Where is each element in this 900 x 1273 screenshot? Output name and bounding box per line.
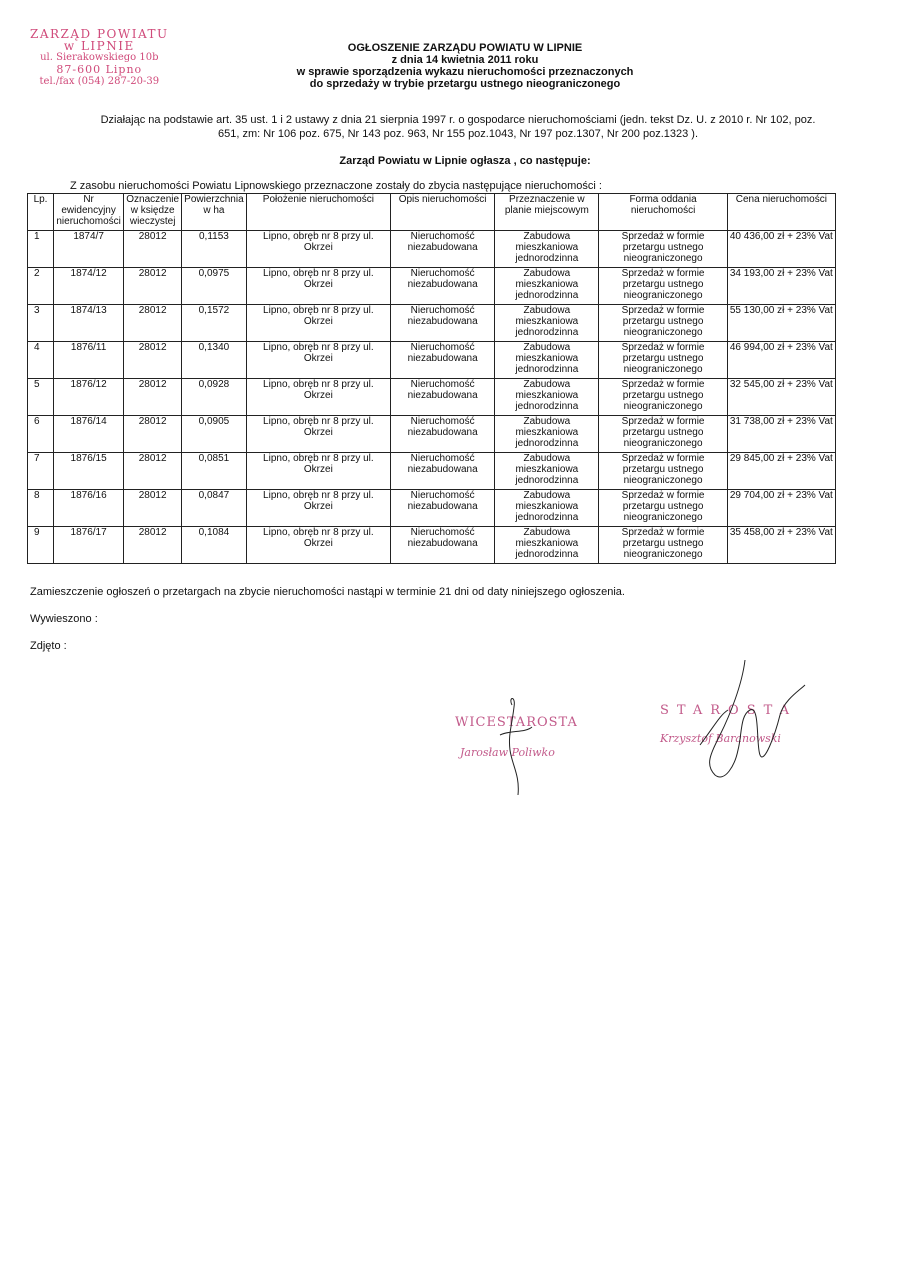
cell-price: 29 704,00 zł + 23% Vat [727,490,835,527]
cell-price: 46 994,00 zł + 23% Vat [727,342,835,379]
cell-nr: 1876/11 [54,342,124,379]
document-subject: w sprawie sporządzenia wykazu nieruchomości przeznaczonych [296,66,634,78]
cell-kw: 28012 [124,490,182,527]
deputy-name: Jarosław Poliwko [460,746,555,759]
cell-kw: 28012 [124,453,182,490]
deputy-title: WICESTAROSTA [455,715,578,730]
cell-price: 35 458,00 zł + 23% Vat [727,527,835,564]
starost-signature-icon [680,655,810,805]
cell-kw: 28012 [124,342,182,379]
cell-nr: 1874/13 [54,305,124,342]
cell-price: 29 845,00 zł + 23% Vat [727,453,835,490]
cell-lp: 1 [28,231,54,268]
cell-lp: 7 [28,453,54,490]
cell-lp: 9 [28,527,54,564]
cell-lp: 2 [28,268,54,305]
cell-lp: 8 [28,490,54,527]
cell-desc: Nieruchomość niezabudowana [391,416,495,453]
legal-basis [58,113,858,141]
posted-label: Wywieszono : [30,613,98,625]
cell-purpose: Zabudowa mieszkaniowa jednorodzinna [495,268,599,305]
table-row [28,416,836,453]
cell-kw: 28012 [124,268,182,305]
cell-purpose: Zabudowa mieszkaniowa jednorodzinna [495,453,599,490]
cell-form: Sprzedaż w formie przetargu ustnego nieograniczonego [599,379,727,416]
cell-location: Lipno, obręb nr 8 przy ul. Okrzei [246,453,390,490]
header-purpose: Przeznaczenie w planie miejscowym [495,194,599,231]
cell-desc: Nieruchomość niezabudowana [391,527,495,564]
header-lp: Lp. [28,194,54,231]
header-form: Forma oddania nieruchomości [599,194,727,231]
cell-area: 0,0851 [182,453,247,490]
legal-basis-line: 651, zm: Nr 106 poz. 675, Nr 143 poz. 963, Nr 155 poz.1043, Nr 197 poz.1307, Nr 200 poz.1323 ). [217,128,698,140]
header-price: Cena nieruchomości [727,194,835,231]
cell-location: Lipno, obręb nr 8 przy ul. Okrzei [246,268,390,305]
cell-price: 55 130,00 zł + 23% Vat [727,305,835,342]
cell-nr: 1876/15 [54,453,124,490]
cell-nr: 1876/14 [54,416,124,453]
footer-notice: Zamieszczenie ogłoszeń o przetargach na zbycie nieruchomości nastąpi w terminie 21 dni od daty niniejszego ogłoszenia. [30,586,625,598]
table-row [28,490,836,527]
cell-form: Sprzedaż w formie przetargu ustnego nieograniczonego [599,342,727,379]
cell-kw: 28012 [124,305,182,342]
cell-location: Lipno, obręb nr 8 przy ul. Okrzei [246,379,390,416]
deputy-signature-icon [490,695,550,805]
cell-purpose: Zabudowa mieszkaniowa jednorodzinna [495,379,599,416]
cell-area: 0,0905 [182,416,247,453]
starost-name: Krzysztof Baranowski [660,732,781,745]
cell-form: Sprzedaż w formie przetargu ustnego nieograniczonego [599,453,727,490]
cell-desc: Nieruchomość niezabudowana [391,305,495,342]
cell-nr: 1876/17 [54,527,124,564]
cell-price: 31 738,00 zł + 23% Vat [727,416,835,453]
cell-form: Sprzedaż w formie przetargu ustnego nieograniczonego [599,305,727,342]
cell-purpose: Zabudowa mieszkaniowa jednorodzinna [495,231,599,268]
table-row [28,268,836,305]
table-header-row [28,194,836,231]
document-header [200,42,730,90]
cell-form: Sprzedaż w formie przetargu ustnego nieograniczonego [599,527,727,564]
cell-location: Lipno, obręb nr 8 przy ul. Okrzei [246,342,390,379]
office-stamp [30,28,169,88]
property-table [27,193,836,564]
table-row [28,453,836,490]
cell-area: 0,1084 [182,527,247,564]
cell-purpose: Zabudowa mieszkaniowa jednorodzinna [495,416,599,453]
document-date: z dnia 14 kwietnia 2011 roku [391,54,539,66]
cell-nr: 1876/12 [54,379,124,416]
cell-location: Lipno, obręb nr 8 przy ul. Okrzei [246,527,390,564]
cell-kw: 28012 [124,527,182,564]
cell-form: Sprzedaż w formie przetargu ustnego nieograniczonego [599,416,727,453]
cell-area: 0,0928 [182,379,247,416]
cell-lp: 6 [28,416,54,453]
cell-area: 0,1153 [182,231,247,268]
cell-kw: 28012 [124,416,182,453]
cell-desc: Nieruchomość niezabudowana [391,342,495,379]
stamp-line: ul. Sierakowskiego 10b [40,52,159,63]
removed-label: Zdjęto : [30,640,67,652]
cell-kw: 28012 [124,231,182,268]
table-row [28,231,836,268]
cell-area: 0,0975 [182,268,247,305]
table-row [28,379,836,416]
cell-purpose: Zabudowa mieszkaniowa jednorodzinna [495,490,599,527]
stamp-line: 87-600 Lipno [56,63,143,76]
cell-location: Lipno, obręb nr 8 przy ul. Okrzei [246,231,390,268]
cell-form: Sprzedaż w formie przetargu ustnego nieograniczonego [599,490,727,527]
cell-purpose: Zabudowa mieszkaniowa jednorodzinna [495,527,599,564]
cell-price: 32 545,00 zł + 23% Vat [727,379,835,416]
cell-location: Lipno, obręb nr 8 przy ul. Okrzei [246,490,390,527]
header-area: Powierzchnia w ha [182,194,247,231]
legal-basis-line: Działając na podstawie art. 35 ust. 1 i 2 ustawy z dnia 21 sierpnia 1997 r. o gospodarce nieruchomościami (jedn. tekst Dz. U. z 2010 r. Nr 102, poz. [100,114,816,126]
table-row [28,527,836,564]
header-desc: Opis nieruchomości [391,194,495,231]
cell-form: Sprzedaż w formie przetargu ustnego nieograniczonego [599,268,727,305]
cell-desc: Nieruchomość niezabudowana [391,231,495,268]
cell-price: 40 436,00 zł + 23% Vat [727,231,835,268]
cell-lp: 3 [28,305,54,342]
header-nr: Nr ewidencyjny nieruchomości [54,194,124,231]
cell-desc: Nieruchomość niezabudowana [391,268,495,305]
cell-nr: 1874/7 [54,231,124,268]
document-subject-cont: do sprzedaży w trybie przetargu ustnego nieograniczonego [309,78,621,90]
cell-purpose: Zabudowa mieszkaniowa jednorodzinna [495,342,599,379]
cell-area: 0,1572 [182,305,247,342]
cell-nr: 1876/16 [54,490,124,527]
header-location: Położenie nieruchomości [246,194,390,231]
cell-desc: Nieruchomość niezabudowana [391,490,495,527]
starost-title: STAROSTA [660,703,797,718]
header-kw: Oznaczenie w księdze wieczystej [124,194,182,231]
cell-kw: 28012 [124,379,182,416]
cell-lp: 4 [28,342,54,379]
cell-nr: 1874/12 [54,268,124,305]
cell-purpose: Zabudowa mieszkaniowa jednorodzinna [495,305,599,342]
cell-lp: 5 [28,379,54,416]
table-row [28,342,836,379]
cell-area: 0,0847 [182,490,247,527]
cell-desc: Nieruchomość niezabudowana [391,379,495,416]
document-title: OGŁOSZENIE ZARZĄDU POWIATU W LIPNIE [347,42,583,54]
cell-price: 34 193,00 zł + 23% Vat [727,268,835,305]
announcement: Zarząd Powiatu w Lipnie ogłasza , co następuje: [339,155,591,167]
cell-location: Lipno, obręb nr 8 przy ul. Okrzei [246,416,390,453]
stamp-line: tel./fax (054) 287-20-39 [39,76,160,87]
cell-location: Lipno, obręb nr 8 przy ul. Okrzei [246,305,390,342]
table-row [28,305,836,342]
intro-text: Z zasobu nieruchomości Powiatu Lipnowskiego przeznaczone zostały do zbycia następujące nieruchomości : [70,180,602,192]
cell-desc: Nieruchomość niezabudowana [391,453,495,490]
stamp-line: ZARZĄD POWIATU [30,27,169,41]
stamp-line: w LIPNIE [63,39,135,53]
cell-form: Sprzedaż w formie przetargu ustnego nieograniczonego [599,231,727,268]
cell-area: 0,1340 [182,342,247,379]
